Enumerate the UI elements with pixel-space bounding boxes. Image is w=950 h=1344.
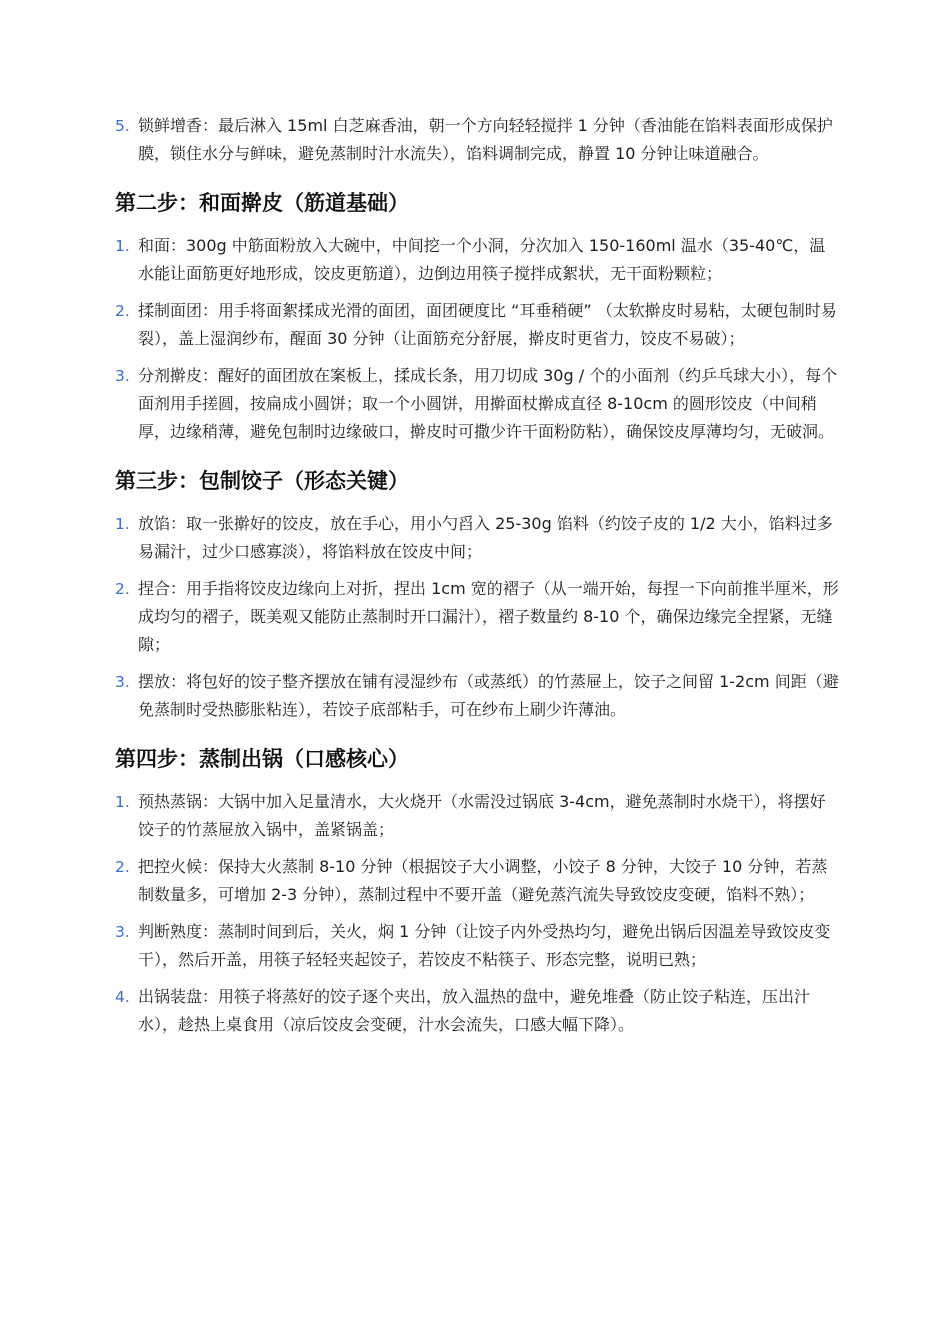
list-number: 1. <box>115 515 130 533</box>
step-four-list <box>115 788 840 1039</box>
step-two-list <box>115 232 840 446</box>
list-number: 3. <box>115 367 130 385</box>
section-title: 第四步：蒸制出锅（口感核心） <box>115 747 409 771</box>
list-item <box>115 918 840 974</box>
section-title: 第三步：包制饺子（形态关键） <box>115 469 409 493</box>
list-item-text: 出锅装盘：用筷子将蒸好的饺子逐个夹出，放入温热的盘中，避免堆叠（防止饺子粘连，压出汁水），趁热上桌食用（凉后饺皮会变硬，汁水会流失，口感大幅下降）。 <box>138 987 811 1034</box>
list-item-text: 把控火候：保持大火蒸制 8-10 分钟（根据饺子大小调整，小饺子 8 分钟，大饺子 10 分钟，若蒸制数量多，可增加 2-3 分钟），蒸制过程中不要开盖（避免蒸汽流失导致饺皮变硬，馅料不熟）； <box>138 857 828 904</box>
list-item-text: 摆放：将包好的饺子整齐摆放在铺有浸湿纱布（或蒸纸）的竹蒸屉上，饺子之间留 1-2cm 间距（避免蒸制时受热膨胀粘连），若饺子底部粘手，可在纱布上刷少许薄油。 <box>138 672 839 719</box>
list-item-text: 捏合：用手指将饺皮边缘向上对折，捏出 1cm 宽的褶子（从一端开始，每捏一下向前推半厘米，形成均匀的褶子，既美观又能防止蒸制时开口漏汁），褶子数量约 8-10 个，确保边缘完全捏紧，无缝隙； <box>138 579 839 654</box>
document-page <box>115 112 840 1048</box>
list-number: 3. <box>115 923 130 941</box>
list-number: 5. <box>115 117 130 135</box>
list-item-text: 和面：300g 中筋面粉放入大碗中，中间挖一个小洞，分次加入 150-160ml 温水（35-40℃，温水能让面筋更好地形成，饺皮更筋道），边倒边用筷子搅拌成絮状，无干面粉颗粒； <box>138 236 826 283</box>
step-three-section <box>115 466 840 724</box>
list-item <box>115 232 840 288</box>
list-item-text: 放馅：取一张擀好的饺皮，放在手心，用小勺舀入 25-30g 馅料（约饺子皮的 1/2 大小，馅料过多易漏汁，过少口感寡淡），将馅料放在饺皮中间； <box>138 514 833 561</box>
step-three-list <box>115 510 840 724</box>
list-item <box>115 788 840 844</box>
list-item-text: 揉制面团：用手将面絮揉成光滑的面团，面团硬度比 “耳垂稍硬” （太软擀皮时易粘，太硬包制时易裂），盖上湿润纱布，醒面 30 分钟（让面筋充分舒展，擀皮时更省力，饺皮不易破）； <box>138 301 837 348</box>
list-item <box>115 297 840 353</box>
list-item <box>115 112 840 168</box>
list-item <box>115 575 840 659</box>
intro-list <box>115 112 840 168</box>
list-number: 2. <box>115 580 130 598</box>
list-number: 2. <box>115 858 130 876</box>
step-two-section <box>115 188 840 446</box>
step-four-section <box>115 744 840 1039</box>
list-number: 1. <box>115 237 130 255</box>
list-item-text: 判断熟度：蒸制时间到后，关火，焖 1 分钟（让饺子内外受热均匀，避免出锅后因温差导致饺皮变干），然后开盖，用筷子轻轻夹起饺子，若饺皮不粘筷子、形态完整，说明已熟； <box>138 922 831 969</box>
list-item <box>115 853 840 909</box>
list-item <box>115 983 840 1039</box>
section-title: 第二步：和面擀皮（筋道基础） <box>115 191 409 215</box>
list-number: 3. <box>115 673 130 691</box>
list-item-text: 锁鲜增香：最后淋入 15ml 白芝麻香油，朝一个方向轻轻搅拌 1 分钟（香油能在馅料表面形成保护膜，锁住水分与鲜味，避免蒸制时汁水流失），馅料调制完成，静置 10 分钟让味道融合。 <box>138 116 833 163</box>
list-item-text: 分剂擀皮：醒好的面团放在案板上，揉成长条，用刀切成 30g / 个的小面剂（约乒乓球大小），每个面剂用手搓圆，按扁成小圆饼；取一个小圆饼，用擀面杖擀成直径 8-10cm 的圆形饺皮（中间稍厚，边缘稍薄，避免包制时边缘破口，擀皮时可撒少许干面粉防粘），确保饺皮厚薄均匀，无破洞。 <box>138 366 838 441</box>
list-item <box>115 362 840 446</box>
list-number: 2. <box>115 302 130 320</box>
list-number: 4. <box>115 988 130 1006</box>
list-item <box>115 668 840 724</box>
list-number: 1. <box>115 793 130 811</box>
list-item-text: 预热蒸锅：大锅中加入足量清水，大火烧开（水需没过锅底 3-4cm，避免蒸制时水烧干），将摆好饺子的竹蒸屉放入锅中，盖紧锅盖； <box>138 792 826 839</box>
list-item <box>115 510 840 566</box>
